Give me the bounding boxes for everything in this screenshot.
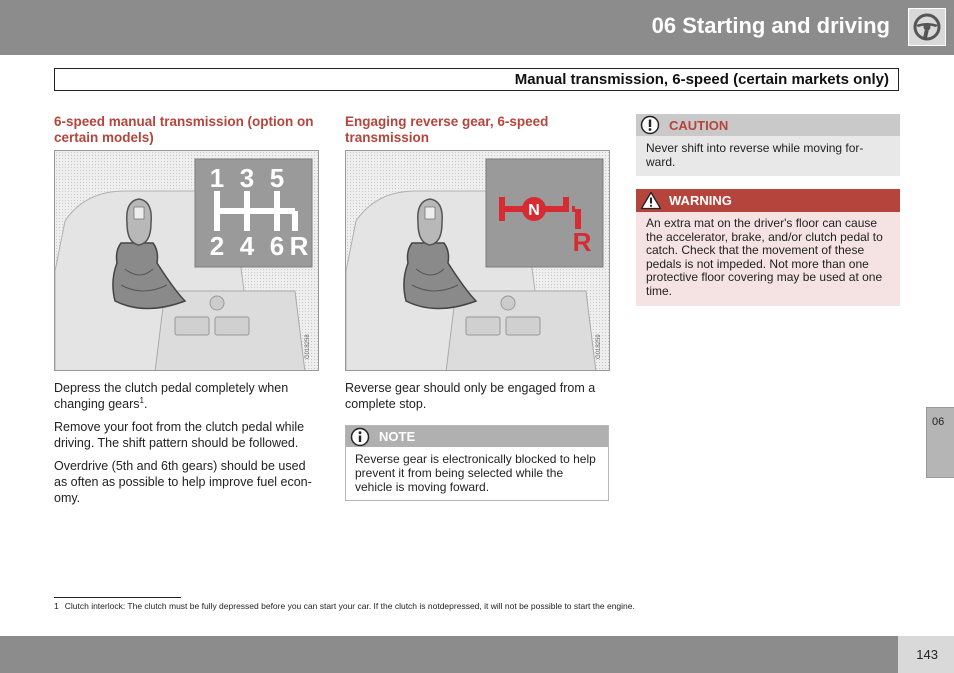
steering-wheel-icon <box>908 8 946 46</box>
info-icon <box>350 427 370 452</box>
warning-box <box>636 189 900 306</box>
warning-header <box>636 189 900 212</box>
page-number-box <box>898 636 954 673</box>
gear-pattern-figure <box>54 150 319 371</box>
figure-code: G018258 <box>305 334 311 359</box>
paragraph: Reverse gear should only be engaged from a complete stop. <box>345 381 596 411</box>
footnote-ref: 1 <box>139 395 144 405</box>
reverse-label: R <box>572 227 592 257</box>
paragraph: Depress the clutch pedal completely when changing gears$^1$. <box>54 381 289 411</box>
footnote-text: Clutch interlock: The clutch must be fully depressed before you can start your car. If the clutch is notdepressed, it will not be possible to start the engine. <box>64 601 635 611</box>
footnote-divider <box>54 597 181 598</box>
paragraph: Overdrive (5th and 6th gears) should be used as often as possible to help improve fuel econ-omy. <box>54 459 312 505</box>
footnote-number: 1 <box>54 601 59 611</box>
gear-label-6: 6 <box>269 231 285 261</box>
caution-title: CAUTION <box>669 118 729 133</box>
exclamation-icon <box>640 115 660 140</box>
note-header <box>346 426 608 447</box>
side-tab-label: 06 <box>932 416 945 428</box>
note-title: NOTE <box>379 429 416 444</box>
footer-band <box>0 636 954 673</box>
chapter-title: 06 Starting and driving <box>651 13 890 38</box>
column1-heading: 6-speed manual transmission (option on certain models) <box>54 114 314 145</box>
page-number: 143 <box>916 647 938 662</box>
warning-title: WARNING <box>669 193 732 208</box>
gear-label-3: 3 <box>239 163 255 193</box>
gear-label-2: 2 <box>209 231 225 261</box>
header-band <box>0 0 954 55</box>
gear-label-4: 4 <box>239 231 255 261</box>
chapter-side-tab <box>926 407 954 478</box>
figure-code: G018259 <box>596 334 602 359</box>
note-box <box>345 425 609 501</box>
section-title-bar <box>54 68 899 91</box>
gear-label-r: R <box>289 231 309 261</box>
column2-heading: Engaging reverse gear, 6-speed transmission <box>345 114 549 145</box>
warning-text: An extra mat on the driver's floor can cause the accelerator, brake, and/or clutch pedal to catch. Check that the movement of these pedals is not impeded. Not more than one protective floor covering may be used at one time. <box>646 216 883 298</box>
caution-header <box>636 114 900 136</box>
neutral-label: N <box>528 202 540 219</box>
footnote <box>54 601 635 611</box>
column1-text <box>54 380 320 513</box>
warning-triangle-icon <box>640 191 662 215</box>
caution-box <box>636 114 900 176</box>
gear-label-5: 5 <box>269 163 285 193</box>
note-text: Reverse gear is electronically blocked to help prevent it from being selected while the vehicle is moving foward. <box>355 452 596 494</box>
column2-text <box>345 380 609 419</box>
section-title: Manual transmission, 6-speed (certain markets only) <box>514 71 889 88</box>
paragraph: Remove your foot from the clutch pedal while driving. The shift pattern should be followed. <box>54 420 305 450</box>
reverse-gear-figure <box>345 150 610 371</box>
gear-label-1: 1 <box>209 163 225 193</box>
caution-text: Never shift into reverse while moving for-ward. <box>646 141 864 169</box>
